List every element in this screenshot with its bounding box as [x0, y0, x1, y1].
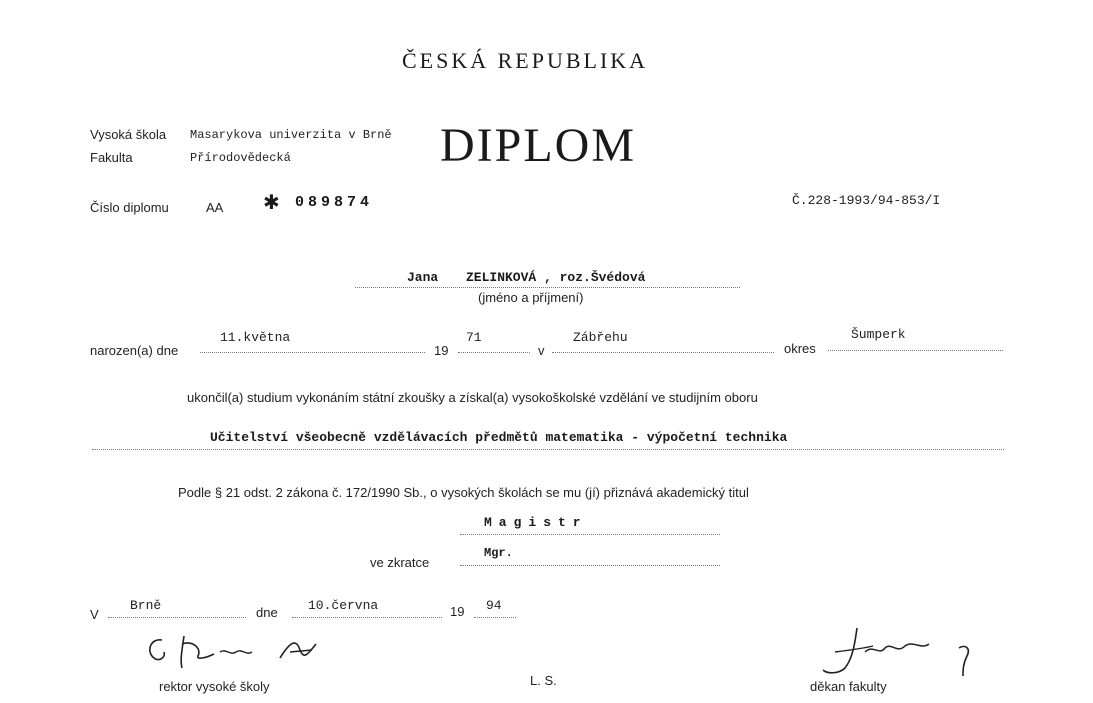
issued-date-underline [292, 617, 442, 618]
district-underline [828, 350, 1003, 351]
district-value: Šumperk [851, 327, 906, 342]
rector-label: rektor vysoké školy [159, 679, 270, 694]
seal-label: L. S. [530, 673, 557, 688]
issued-date-label: dne [256, 605, 278, 620]
birth-year: 71 [466, 330, 482, 345]
birth-date: 11.května [220, 330, 291, 345]
law-text: Podle § 21 odst. 2 zákona č. 172/1990 Sb., o vysokých školách se mu (jí) přiznává akademický titul [178, 485, 749, 500]
birth-place: Zábřehu [573, 330, 628, 345]
birth-century: 19 [434, 343, 449, 358]
degree-abbr: Mgr. [484, 546, 513, 560]
study-field-underline [92, 449, 1004, 450]
diploma-number: 089874 [295, 194, 374, 211]
reference-number: Č.228-1993/94-853/I [792, 193, 941, 208]
dean-label: děkan fakulty [810, 679, 887, 694]
issued-in-label: V [90, 607, 99, 622]
school-label: Vysoká škola [90, 127, 167, 142]
abbr-label: ve zkratce [370, 555, 430, 570]
study-field: Učitelství všeobecně vzdělávacích předmětů matematika - výpočetní technika [210, 430, 788, 445]
birth-place-underline [552, 352, 774, 353]
district-label: okres [784, 341, 816, 356]
rector-signature [140, 630, 330, 680]
name-underline [355, 287, 740, 288]
country-heading: ČESKÁ REPUBLIKA [402, 48, 649, 73]
diploma-series: AA [206, 200, 224, 215]
holder-first-name: Jana [407, 270, 439, 285]
faculty-value: Přírodovědecká [190, 151, 291, 165]
birth-in-label: v [538, 343, 545, 358]
birth-year-underline [458, 352, 530, 353]
issued-place-underline [108, 617, 246, 618]
born-label: narozen(a) dne [90, 343, 179, 358]
faculty-label: Fakulta [90, 150, 133, 165]
completion-text: ukončil(a) studium vykonáním státní zkoušky a získal(a) vysokoškolské vzdělání ve studijním oboru [187, 390, 758, 405]
birth-date-underline [200, 352, 425, 353]
issued-date: 10.června [308, 598, 379, 613]
issued-century: 19 [450, 604, 465, 619]
issued-place: Brně [130, 598, 162, 613]
school-value: Masarykova univerzita v Brně [190, 128, 392, 142]
diploma-number-label: Číslo diplomu [90, 200, 169, 215]
degree-title: Magistr [484, 515, 588, 530]
diploma-title: DIPLOM [440, 119, 637, 172]
abbr-underline [460, 565, 720, 566]
issued-year: 94 [486, 598, 502, 613]
degree-underline [460, 534, 720, 535]
issued-year-underline [474, 617, 516, 618]
name-caption: (jméno a příjmení) [478, 290, 584, 305]
star-icon: ✱ [263, 192, 280, 214]
holder-surname: ZELINKOVÁ , roz.Švédová [466, 270, 646, 285]
